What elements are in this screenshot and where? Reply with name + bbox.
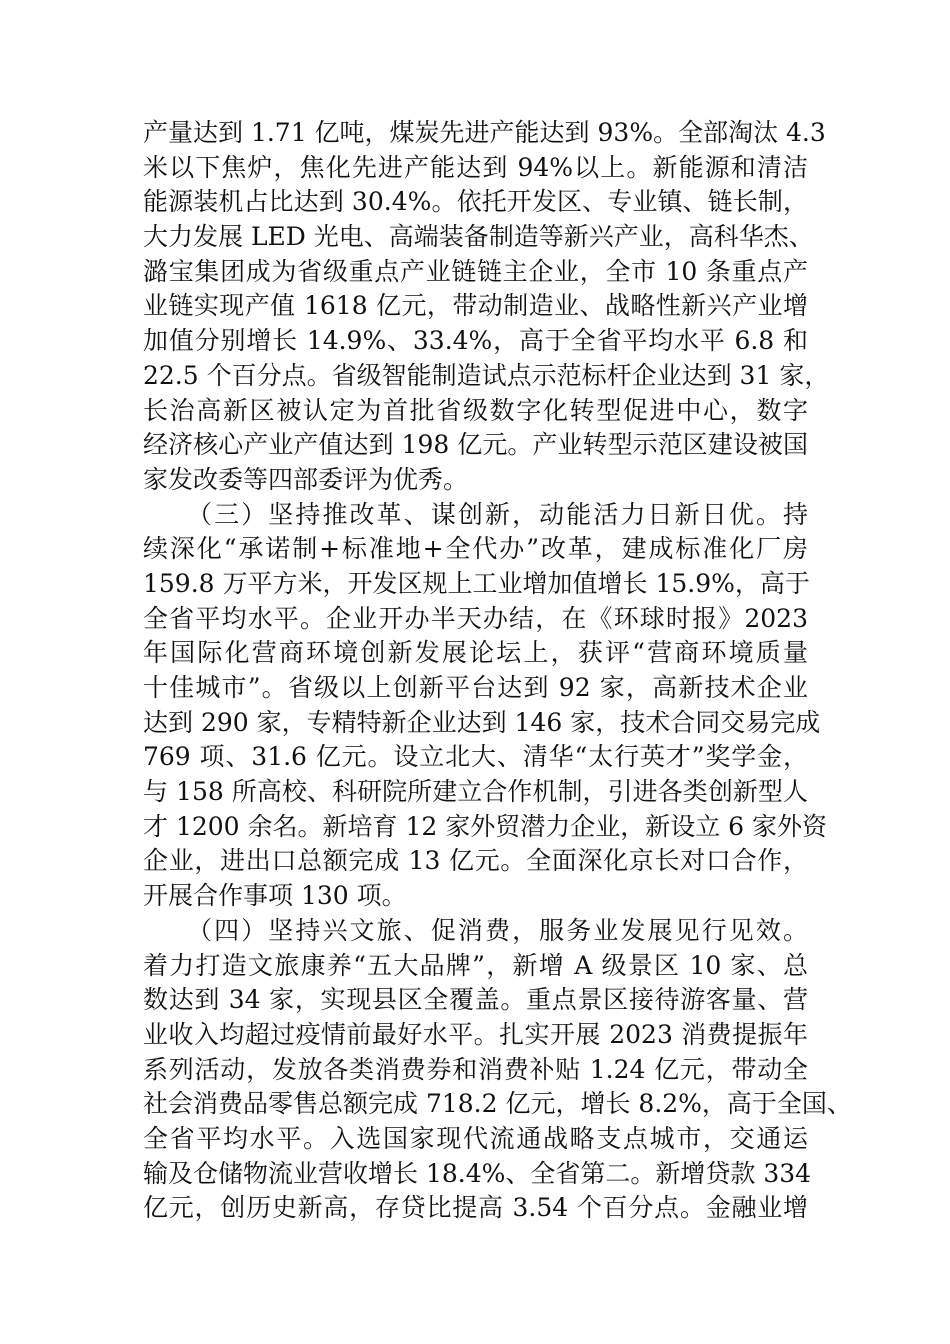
paragraph-industry: [143, 116, 830, 498]
document-page: [143, 116, 852, 1226]
text-line: 输及仓储物流业营收增长 18.4%、全省第二。新增贷款 334: [143, 1158, 812, 1188]
text-line: 年国际化营商环境创新发展论坛上，获评“营商环境质量: [143, 638, 808, 668]
text-line: 家发改委等四部委评为优秀。: [143, 464, 469, 494]
text-line: 亿元，创历史新高，存贷比提高 3.54 个百分点。金融业增: [143, 1193, 808, 1223]
text-line: 潞宝集团成为省级重点产业链链主企业，全市 10 条重点产: [143, 256, 808, 286]
text-line: 达到 290 家，专精特新企业达到 146 家，技术合同交易完成: [143, 707, 821, 737]
text-line: 米以下焦炉，焦化先进产能达到 94%以上。新能源和清洁: [143, 152, 808, 182]
text-line: 全省平均水平。企业开办半天办结，在《环球时报》2023: [143, 603, 808, 633]
text-line: 与 158 所高校、科研院所建立合作机制，引进各类创新型人: [143, 777, 808, 807]
text-line: 全省平均水平。入选国家现代流通战略支点城市，交通运: [143, 1123, 808, 1153]
text-line: 业收入均超过疫情前最好水平。扎实开展 2023 消费提振年: [143, 1019, 808, 1049]
text-line: 十佳城市”。省级以上创新平台达到 92 家，高新技术企业: [143, 673, 808, 702]
text-line: 开展合作事项 130 项。: [143, 881, 407, 911]
text-line: 22.5 个百分点。省级智能制造试点示范标杆企业达到 31 家，: [143, 360, 830, 390]
text-line: 社会消费品零售总额完成 718.2 亿元，增长 8.2%，高于全国、: [143, 1089, 852, 1119]
text-line: 能源装机占比达到 30.4%。依托开发区、专业镇、链长制，: [143, 187, 808, 217]
text-line: 数达到 34 家，实现县区全覆盖。重点景区接待游客量、营: [143, 985, 808, 1015]
text-line: 159.8 万平方米，开发区规上工业增加值增长 15.9%，高于: [143, 568, 810, 598]
text-line: 业链实现产值 1618 亿元，带动制造业、战略性新兴产业增: [143, 291, 808, 321]
text-line: 长治高新区被认定为首批省级数字化转型促进中心，数字: [143, 395, 808, 425]
text-line: 大力发展 LED 光电、高端装备制造等新兴产业，高科华杰、: [143, 222, 814, 252]
section-heading-line: （四）坚持兴文旅、促消费，服务业发展见行见效。: [187, 915, 808, 945]
paragraph-tourism-consumption: [143, 914, 852, 1226]
text-line: 着力打造文旅康养“五大品牌”，新增 A 级景区 10 家、总: [143, 950, 808, 980]
section-heading-line: （三）坚持推改革、谋创新，动能活力日新日优。持: [187, 499, 808, 529]
text-line: 经济核心产业产值达到 198 亿元。产业转型示范区建设被国: [143, 430, 808, 460]
text-line: 产量达到 1.71 亿吨，煤炭先进产能达到 93%。全部淘汰 4.3: [143, 118, 826, 147]
paragraph-reform-innovation: [143, 498, 828, 914]
text-line: 企业，进出口总额完成 13 亿元。全面深化京长对口合作，: [143, 846, 808, 876]
text-line: 系列活动，发放各类消费券和消费补贴 1.24 亿元，带动全: [143, 1054, 808, 1084]
text-line: 加值分别增长 14.9%、33.4%，高于全省平均水平 6.8 和: [143, 326, 808, 356]
text-line: 续深化“承诺制+标准地+全代办”改革，建成标准化厂房: [143, 534, 808, 564]
text-line: 才 1200 余名。新培育 12 家外贸潜力企业，新设立 6 家外资: [143, 811, 828, 841]
text-line: 769 项、31.6 亿元。设立北大、清华“太行英才”奖学金，: [143, 742, 808, 772]
